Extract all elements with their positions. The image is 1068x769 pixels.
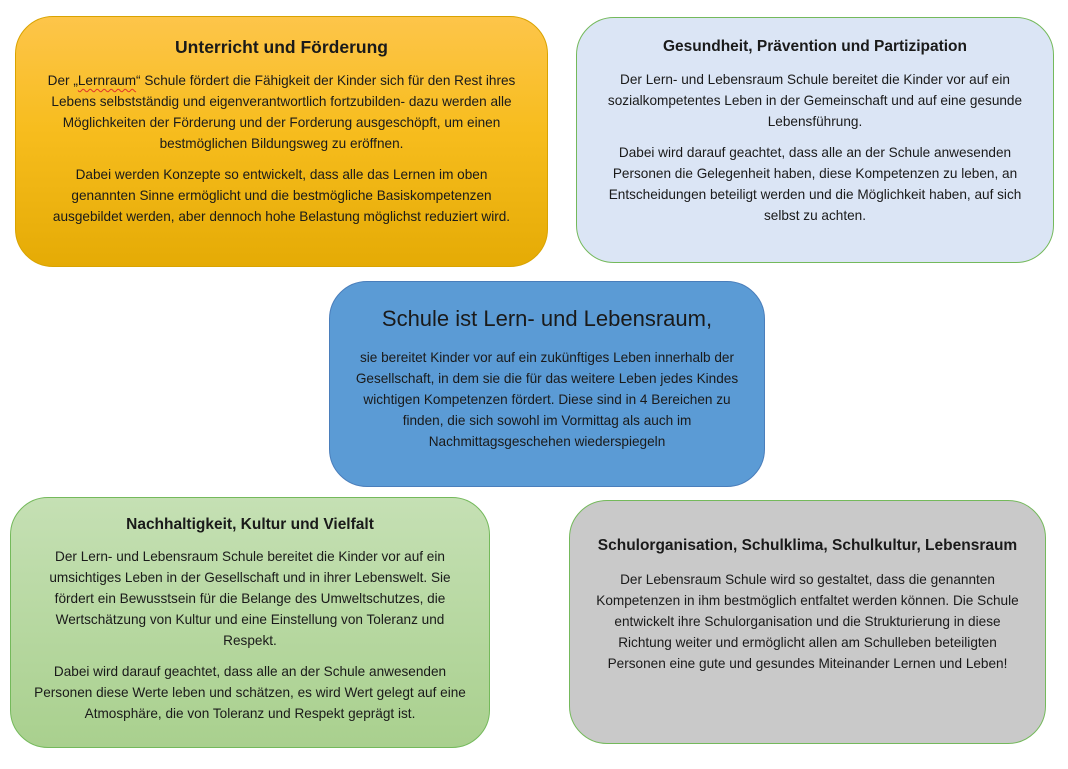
- quote-open: Der „: [47, 73, 78, 88]
- box-paragraph: Der Lebensraum Schule wird so gestaltet, dass die genannten Kompetenzen in ihm bestmöglich entfaltet werden können. Die Schule entwickelt ihre Schulorganisation und die Strukturierung in diese Richtung weiter und ermöglicht allen am Schulleben beteiligten Personen eine gute und gesundes Miteinander Lernen und Leben!: [596, 572, 1019, 671]
- box-paragraph: Dabei werden Konzepte so entwickelt, dass alle das Lernen im oben genannten Sinne ermöglicht und die bestmögliche Basiskompetenzen ausgebildet werden, aber dennoch hohe Belastung möglichst reduziert wird.: [52, 167, 511, 224]
- box-paragraph: sie bereitet Kinder vor auf ein zukünftiges Leben innerhalb der Gesellschaft, in dem sie die für das weitere Leben jedes Kindes wichtigen Kompetenzen fördert. Diese sind in 4 Bereichen zu finden, die sich sowohl im Vormittag als auch im Nachmittagsgeschehen wiederspiegeln: [355, 350, 739, 449]
- box-paragraph: Dabei wird darauf geachtet, dass alle an der Schule anwesenden Personen die Gelegenheit haben, diese Kompetenzen zu leben, an Entscheidungen beteiligt werden und die Möglichkeit haben, auf sich selbst zu achten.: [608, 145, 1022, 223]
- spellcheck-word: Lernraum: [77, 73, 137, 88]
- center-title: Schule ist Lern- und Lebensraum,: [381, 306, 713, 331]
- box-title: Nachhaltigkeit, Kultur und Vielfalt: [126, 516, 374, 533]
- box-schulorganisation-klima: [569, 500, 1046, 744]
- box-gesundheit-praevention: [576, 17, 1054, 263]
- box-paragraph: Der Lern- und Lebensraum Schule bereitet die Kinder vor auf ein umsichtiges Leben in der Gesellschaft und in ihrer Lebenswelt. Sie fördert ein Bewusstsein für die Belange des Umweltschutzes, die Wertschätzung von Kultur und eine Einstellung von Toleranz und Respekt.: [49, 549, 451, 648]
- box-nachhaltigkeit-kultur: [10, 497, 490, 748]
- box-paragraph: [46, 70, 517, 154]
- box-paragraph: Dabei wird darauf geachtet, dass alle an der Schule anwesenden Personen diese Werte leben und schätzen, es wird Wert gelegt auf eine Atmosphäre, die von Toleranz und Respekt geprägt ist.: [34, 664, 466, 721]
- box-title: Schulorganisation, Schulklima, Schulkultur, Lebensraum: [597, 537, 1018, 554]
- paragraph-text: “ Schule fördert die Fähigkeit der Kinder sich für den Rest ihres Lebens selbstständig und eigenverantwortlich fortzubilden- dazu werden alle Möglichkeiten der Förderung und der Forderung ausgeschöpft, um einen bestmöglichen Bildungsweg zu eröffnen.: [51, 73, 516, 151]
- box-title: Gesundheit, Prävention und Partizipation: [663, 38, 967, 55]
- box-unterricht-foerderung: [15, 16, 548, 267]
- box-paragraph: Der Lern- und Lebensraum Schule bereitet die Kinder vor auf ein sozialkompetentes Leben in der Gemeinschaft und auf eine gesunde Lebensführung.: [607, 72, 1023, 129]
- box-center-schule-lebensraum: [329, 281, 765, 487]
- box-title: Unterricht und Förderung: [175, 37, 388, 57]
